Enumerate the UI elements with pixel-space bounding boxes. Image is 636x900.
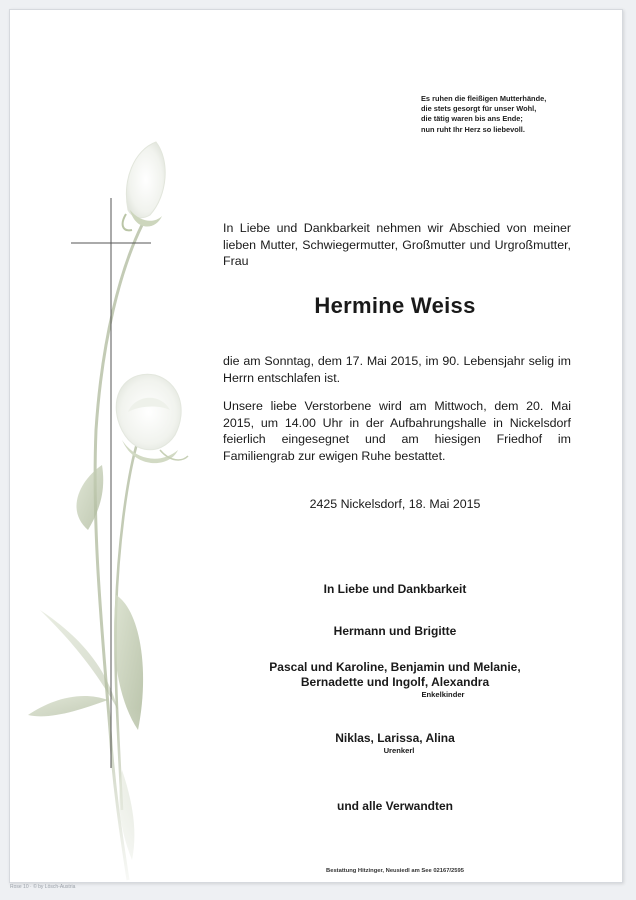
mourners-heading: In Liebe und Dankbarkeit bbox=[323, 582, 467, 596]
obituary-sheet bbox=[9, 9, 623, 883]
relatives-line: und alle Verwandten bbox=[336, 799, 454, 813]
cross-icon bbox=[66, 198, 156, 768]
grandchildren-names-1: Pascal und Karoline, Benjamin und Melanie, bbox=[269, 660, 521, 674]
poem-line: die stets gesorgt für unser Wohl, bbox=[421, 104, 537, 114]
mourners-block bbox=[210, 582, 580, 814]
death-notice-text: die am Sonntag, dem 17. Mai 2015, im 90. Lebensjahr selig im Herrn entschlafen ist. bbox=[223, 354, 571, 385]
intro-text: In Liebe und Dankbarkeit nehmen wir Abschied von meiner lieben Mutter, Schwiegermutter, Großmutter und Urgroßmutter, Frau bbox=[223, 221, 571, 268]
poem-line: Es ruhen die fleißigen Mutterhände, bbox=[421, 94, 547, 103]
poem-line: die tätig waren bis ans Ende; bbox=[421, 114, 523, 124]
great-grandchildren-label: Urenkerl bbox=[383, 746, 415, 755]
poem-line: nun ruht Ihr Herz so liebevoll. bbox=[421, 124, 525, 134]
deceased-name: Hermine Weiss bbox=[314, 293, 476, 318]
grandchildren-names-2: Bernadette und Ingolf, Alexandra bbox=[300, 675, 490, 689]
place-date: 2425 Nickelsdorf, 18. Mai 2015 bbox=[309, 497, 481, 511]
grandchildren-label: Enkelkinder bbox=[421, 690, 465, 699]
poem bbox=[421, 94, 611, 135]
corner-note: Rose 10 · © by Lösch-Austria bbox=[10, 884, 76, 890]
funeral-home-footer: Bestattung Hitzinger, Neusiedl am See 02167/2595 bbox=[326, 868, 464, 874]
great-grandchildren-names: Niklas, Larissa, Alina bbox=[335, 731, 455, 745]
children-names: Hermann und Brigitte bbox=[333, 624, 457, 638]
funeral-details-text: Unsere liebe Verstorbene wird am Mittwoch, dem 20. Mai 2015, um 14.00 Uhr in der Aufbahrungshalle in Nickelsdorf feierlich eingesegnet und am hiesigen Friedhof im Familiengrab zur ewigen Ruhe bestattet. bbox=[223, 399, 571, 463]
